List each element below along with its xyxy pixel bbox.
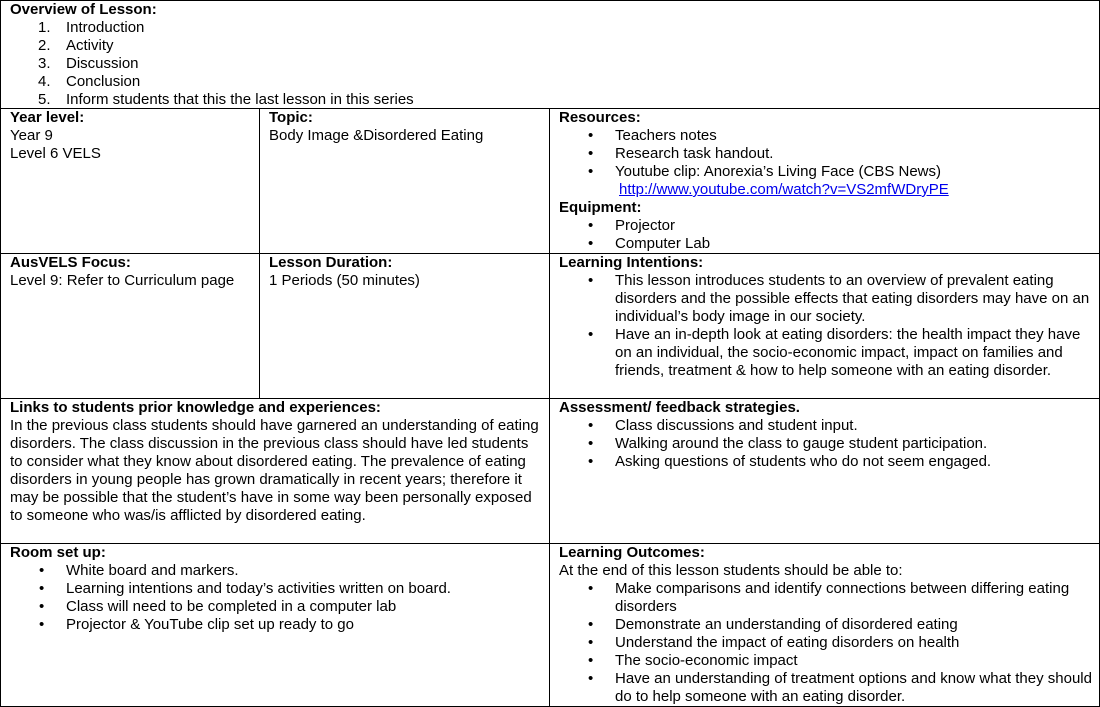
prior-knowledge-cell	[0, 398, 550, 544]
youtube-link[interactable]: http://www.youtube.com/watch?v=VS2mfWDryPE	[619, 181, 949, 198]
list-item: • Walking around the class to gauge student participation.	[588, 435, 988, 452]
list-item: • Demonstrate an understanding of disordered eating	[588, 616, 958, 633]
resources-cell	[549, 108, 1100, 254]
list-item: • Research task handout.	[588, 145, 774, 162]
list-item: • Have an understanding of treatment options and know what they should do to help someone with an eating disorder.	[588, 670, 1092, 705]
ausvels-value: Level 9: Refer to Curriculum page	[10, 272, 235, 289]
overview-list	[10, 19, 1099, 109]
vels-level-value: Level 6 VELS	[10, 145, 101, 162]
year-level-value: Year 9	[10, 127, 53, 144]
list-item: 3. Discussion	[38, 55, 139, 72]
intentions-cell	[549, 253, 1100, 399]
list-item: • White board and markers.	[39, 562, 239, 579]
prior-knowledge-heading: Links to students prior knowledge and experiences:	[10, 399, 381, 416]
list-item: • Asking questions of students who do not seem engaged.	[588, 453, 992, 470]
list-item: • Understand the impact of eating disorders on health	[588, 634, 960, 651]
outcomes-list	[559, 580, 1099, 706]
resources-heading: Resources:	[559, 109, 641, 126]
duration-value: 1 Periods (50 minutes)	[269, 272, 420, 289]
ausvels-heading: AusVELS Focus:	[10, 254, 131, 271]
list-item: • The socio-economic impact	[588, 652, 798, 669]
topic-heading: Topic:	[269, 109, 313, 126]
assessment-list	[559, 417, 1099, 471]
equipment-list	[559, 217, 1099, 253]
list-item: • Projector & YouTube clip set up ready to go	[39, 616, 354, 633]
list-item: 2. Activity	[38, 37, 114, 54]
list-item: • Class will need to be completed in a computer lab	[39, 598, 397, 615]
list-item: • Computer Lab	[588, 235, 711, 252]
duration-heading: Lesson Duration:	[269, 254, 393, 271]
room-setup-list	[10, 562, 549, 634]
list-item: • This lesson introduces students to an overview of prevalent eating disorders and the possible effects that eating disorders may have on an individual’s body image in our society.	[588, 272, 1090, 325]
outcomes-intro: At the end of this lesson students should be able to:	[559, 562, 903, 579]
list-item: 4. Conclusion	[38, 73, 141, 90]
assessment-cell	[549, 398, 1100, 544]
list-item: • Have an in-depth look at eating disorders: the health impact they have on an individual, the socio-economic impact, impact on families and friends, treatment & how to help someone with an eating disorder.	[588, 326, 1081, 379]
duration-cell	[259, 253, 550, 399]
prior-knowledge-text: In the previous class students should have garnered an understanding of eating disorders. The class discussion in the previous class should have led students to consider what they know about disordered eating. The prevalence of eating disorders in young people has grown dramatically in recent years; therefore it may be possible that the student’s have in some way been personally exposed to someone who was/is afflicted by disordered eating.	[10, 417, 539, 524]
outcomes-heading: Learning Outcomes:	[559, 544, 705, 561]
list-item: 1. Introduction	[38, 19, 145, 36]
list-item: • Class discussions and student input.	[588, 417, 858, 434]
year-level-cell	[0, 108, 260, 254]
year-level-heading: Year level:	[10, 109, 85, 126]
outcomes-cell	[549, 543, 1100, 707]
overview-heading: Overview of Lesson:	[10, 1, 157, 18]
overview-cell	[0, 0, 1100, 109]
list-item: • Projector	[588, 217, 676, 234]
list-item: • Make comparisons and identify connections between differing eating disorders	[588, 580, 1070, 615]
room-setup-cell	[0, 543, 550, 707]
intentions-heading: Learning Intentions:	[559, 254, 704, 271]
equipment-heading: Equipment:	[559, 199, 642, 216]
list-item: • Learning intentions and today’s activities written on board.	[39, 580, 451, 597]
list-item: • Youtube clip: Anorexia’s Living Face (CBS News)	[588, 163, 942, 180]
resources-list	[559, 127, 1099, 181]
assessment-heading: Assessment/ feedback strategies.	[559, 399, 800, 416]
room-setup-heading: Room set up:	[10, 544, 106, 561]
list-item: 5. Inform students that this the last lesson in this series	[38, 91, 414, 108]
topic-cell	[259, 108, 550, 254]
intentions-list	[559, 272, 1099, 380]
list-item: • Teachers notes	[588, 127, 717, 144]
topic-value: Body Image &Disordered Eating	[269, 127, 484, 144]
ausvels-cell	[0, 253, 260, 399]
